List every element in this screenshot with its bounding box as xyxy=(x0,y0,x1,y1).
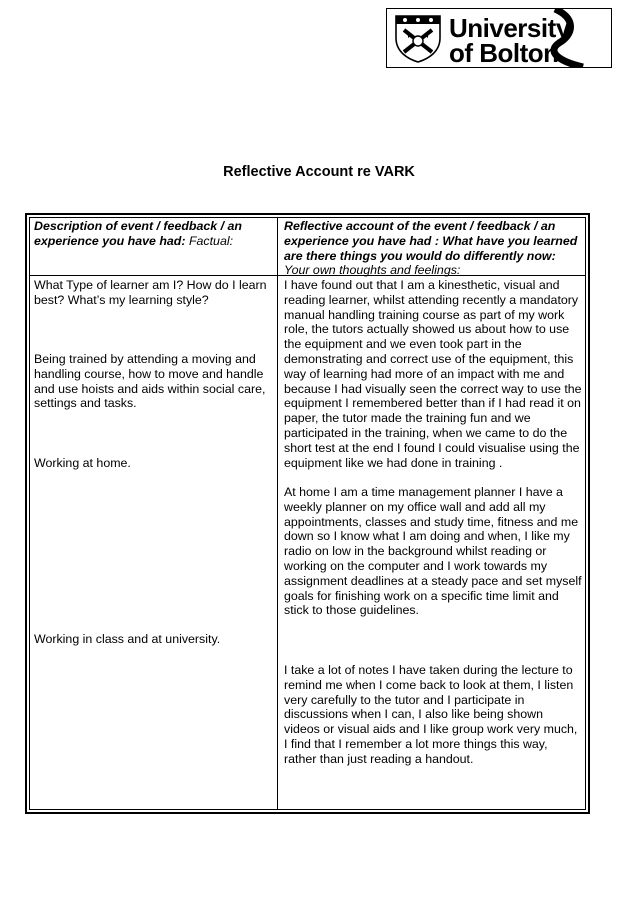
logo-line1: University xyxy=(449,13,570,43)
document-title: Reflective Account re VARK xyxy=(223,164,415,180)
header-right-bold: Reflective account of the event / feedback / an experience you have had : What have you learned are there things you would do differently now: xyxy=(284,219,578,263)
left-event-home: Working at home. xyxy=(34,456,131,470)
header-left-bold: Description of event / feedback / an experience you have had: xyxy=(34,219,242,248)
right-reflection-home: At home I am a time management planner I have a weekly planner on my office wall and add all my appointments, classes and study time, fitness and me down so I know what I am doing and when, I like my radio on low in the background whilst reading or working on the computer and I work towards my assignment deadlines at a steady pace and set myself goals for finishing work on a specific time limit and stick to those guidelines. xyxy=(284,485,582,618)
table-column-divider xyxy=(277,217,278,810)
left-event-training: Being trained by attending a moving and handling course, how to move and handle and use hoists and aids within social care, settings and tasks. xyxy=(34,352,266,411)
header-right-plain: Your own thoughts and feelings: xyxy=(284,263,461,278)
right-reflection-training: I have found out that I am a kinesthetic, visual and reading learner, whilst attending recently a mandatory manual handling training course as part of my work role, the tutors actually showed us about how to use the equipment and we even took part in the demonstrating and correct use of the equipment, this way of learning had more of an impact with me and because I had visually seen the correct way to use the equipment I remembered better than if I had read it on paper, the tutor made the training fun and we participated in the training, when we came to do the short test at the end I found I could visualise using the equipment like we had done in training . xyxy=(284,278,582,470)
right-reflection-class: I take a lot of notes I have taken during the lecture to remind me when I come back to look at them, I listen very carefully to the tutor and I participate in discussions when I can, I also like being shown videos or visual aids and I like group work very much, I find that I remember a lot more things this way, rather than just reading a handout. xyxy=(284,663,578,766)
left-question-learner-type: What Type of learner am I? How do I learn best? What’s my learning style? xyxy=(34,278,267,307)
header-right xyxy=(284,219,582,278)
logo-swoosh-icon xyxy=(387,9,612,68)
header-left xyxy=(34,219,274,249)
university-logo xyxy=(386,8,612,68)
logo-line2: of Bolton xyxy=(449,38,559,68)
header-left-plain: Factual: xyxy=(185,233,234,248)
left-event-class: Working in class and at university. xyxy=(34,632,221,646)
